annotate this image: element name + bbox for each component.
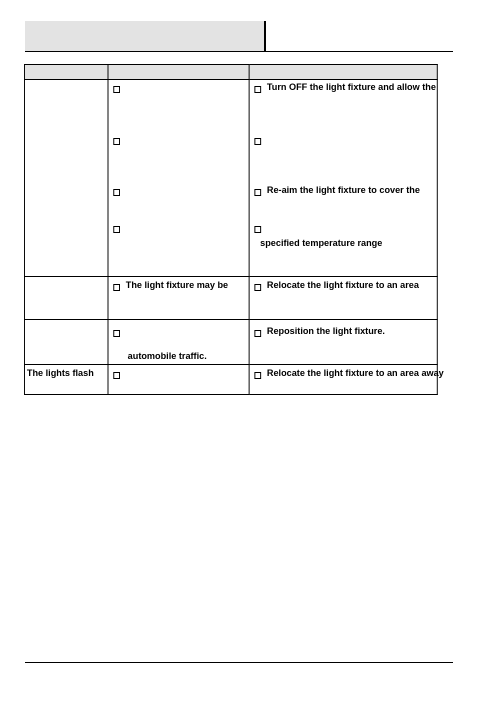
solution-cell — [249, 80, 437, 277]
header-divider — [25, 51, 453, 52]
footer-divider — [25, 662, 453, 663]
section-header-box — [25, 21, 266, 51]
problem-cell — [24, 320, 108, 365]
problem-column-header — [24, 65, 108, 80]
solution-cell — [249, 320, 437, 365]
checkbox-icon — [254, 189, 261, 196]
cause-cell — [108, 80, 249, 277]
checkbox-icon — [254, 138, 261, 145]
problem-text: The lights flash — [26, 368, 94, 379]
cause-text-continued: automobile traffic. — [127, 351, 207, 362]
cause-cell — [108, 320, 249, 365]
problem-cell — [24, 277, 108, 320]
cause-cell — [108, 277, 249, 320]
checkbox-icon — [113, 330, 120, 337]
checkbox-icon — [254, 226, 261, 233]
checkbox-icon — [113, 86, 120, 93]
checkbox-icon — [254, 330, 261, 337]
checkbox-icon — [254, 284, 261, 291]
checkbox-icon — [254, 86, 261, 93]
checkbox-icon — [113, 138, 120, 145]
solution-cell — [249, 277, 437, 320]
solution-cell — [249, 365, 444, 395]
checkbox-icon — [254, 372, 261, 379]
solution-column-header — [249, 65, 437, 80]
checkbox-icon — [113, 226, 120, 233]
checkbox-icon — [113, 189, 120, 196]
solution-text: Re-aim the light fixture to cover the — [266, 185, 420, 196]
checkbox-icon — [113, 372, 120, 379]
table-row — [24, 80, 437, 277]
table-row — [24, 277, 437, 320]
table-row — [24, 320, 437, 365]
cause-cell — [108, 365, 249, 395]
table-header-row — [24, 65, 437, 80]
solution-text-continued: specified temperature range — [260, 238, 383, 249]
table-row — [24, 365, 437, 395]
checkbox-icon — [113, 284, 120, 291]
solution-text: Relocate the light fixture to an area away — [266, 368, 444, 379]
problem-cell — [24, 80, 108, 277]
solution-text: Turn OFF the light fixture and allow the — [266, 82, 436, 93]
solution-text: Relocate the light fixture to an area — [266, 280, 419, 291]
cause-text: The light fixture may be — [125, 280, 229, 291]
solution-text: Reposition the light fixture. — [266, 326, 385, 337]
problem-cell — [24, 365, 108, 395]
troubleshooting-table — [24, 64, 444, 395]
cause-column-header — [108, 65, 249, 80]
